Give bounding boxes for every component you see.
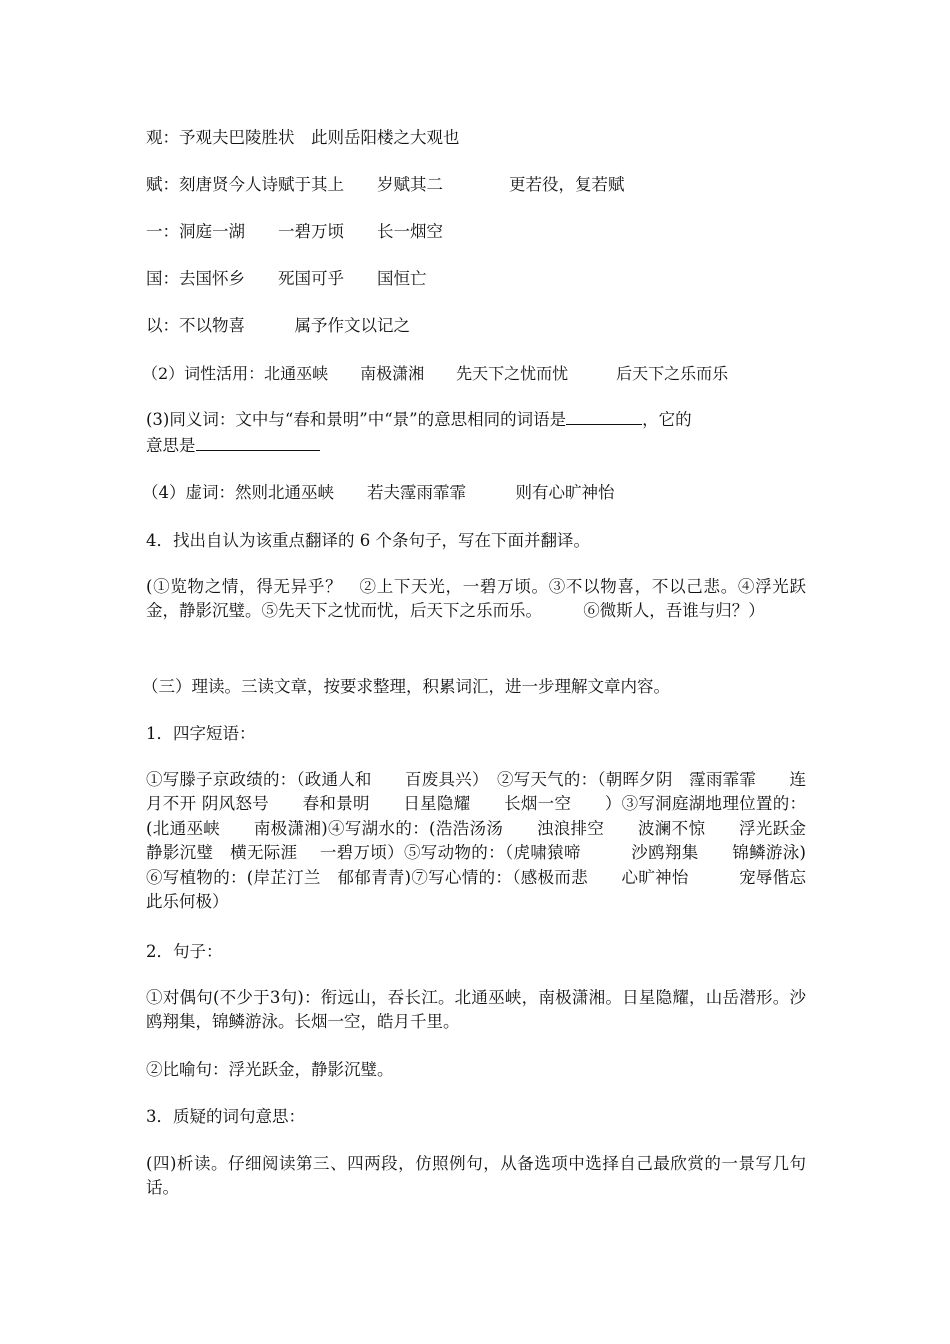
line-section-four: (四)析读。仔细阅读第三、四两段，仿照例句，从备选项中选择自己最欣赏的一景写几句话。 <box>146 1154 806 1197</box>
line-meaning <box>146 434 806 458</box>
meaning-prompt: 意思是 <box>146 436 196 455</box>
line-word-class: （2）词性活用：北通巫峡 南极潇湘 先天下之忧而忧 后天下之乐而乐 <box>142 364 729 383</box>
meaning-answer-blank[interactable] <box>196 434 320 451</box>
synonym-answer-blank[interactable] <box>566 408 642 425</box>
line-sentences-heading: 2．句子： <box>146 942 223 961</box>
line-fu: 赋：刻唐贤今人诗赋于其上 岁赋其二 更若役，复若赋 <box>146 175 625 194</box>
line-yi2: 以：不以物喜 属予作文以记之 <box>146 316 410 335</box>
line-four-char-heading: 1．四字短语： <box>146 724 256 743</box>
line-parallel-sentences: ①对偶句(不少于3句)：衔远山，吞长江。北通巫峡，南极潇湘。日星隐耀，山岳潜形。沙鸥翔集，锦鳞游泳。长烟一空，皓月千里。 <box>146 988 806 1031</box>
synonym-prompt-tail: ，它的 <box>642 410 692 429</box>
line-four-char-list: ①写滕子京政绩的：（政通人和 百废具兴） ②写天气的：（朝晖夕阴 霪雨霏霏 连月不开 阴风怒号 春和景明 日星隐耀 长烟一空 ）③写洞庭湖地理位置的：(北通巫峡 南极潇湘)④写湖水的：(浩浩汤汤 浊浪排空 波澜不惊 浮光跃金 静影沉璧 横无际涯 一碧万顷）⑤写动物的：（虎啸猿啼 沙鸥翔集 锦鳞游泳)⑥写植物的：(岸芷汀兰 郁郁青青)⑦写心情的：（感极而悲 心旷神怡 宠辱偕忘 此乐何极） <box>146 770 839 912</box>
line-guo: 国：去国怀乡 死国可乎 国恒亡 <box>146 269 427 288</box>
line-guan: 观：予观夫巴陵胜状 此则岳阳楼之大观也 <box>146 128 460 147</box>
line-translate-task: 4．找出自认为该重点翻译的 6 个条句子，写在下面并翻译。 <box>146 531 590 550</box>
line-synonym <box>146 408 806 432</box>
line-metaphor: ②比喻句：浮光跃金，静影沉璧。 <box>146 1060 394 1079</box>
line-yi: 一：洞庭一湖 一碧万顷 长一烟空 <box>146 222 443 241</box>
synonym-prompt: (3)同义词：文中与“春和景明”中“景”的意思相同的词语是 <box>146 410 567 429</box>
line-question-heading: 3．质疑的词句意思： <box>146 1107 305 1126</box>
line-translate-list: (①览物之情，得无异乎？ ②上下天光，一碧万顷。③不以物喜，不以己悲。④浮光跃金，静影沉璧。⑤先天下之忧而忧，后天下之乐而乐。 ⑥微斯人，吾谁与归？） <box>146 577 806 620</box>
line-function-words: （4）虚词：然则北通巫峡 若夫霪雨霏霏 则有心旷神怡 <box>142 483 615 502</box>
line-section-three: （三）理读。三读文章，按要求整理，积累词汇，进一步理解文章内容。 <box>142 677 670 696</box>
